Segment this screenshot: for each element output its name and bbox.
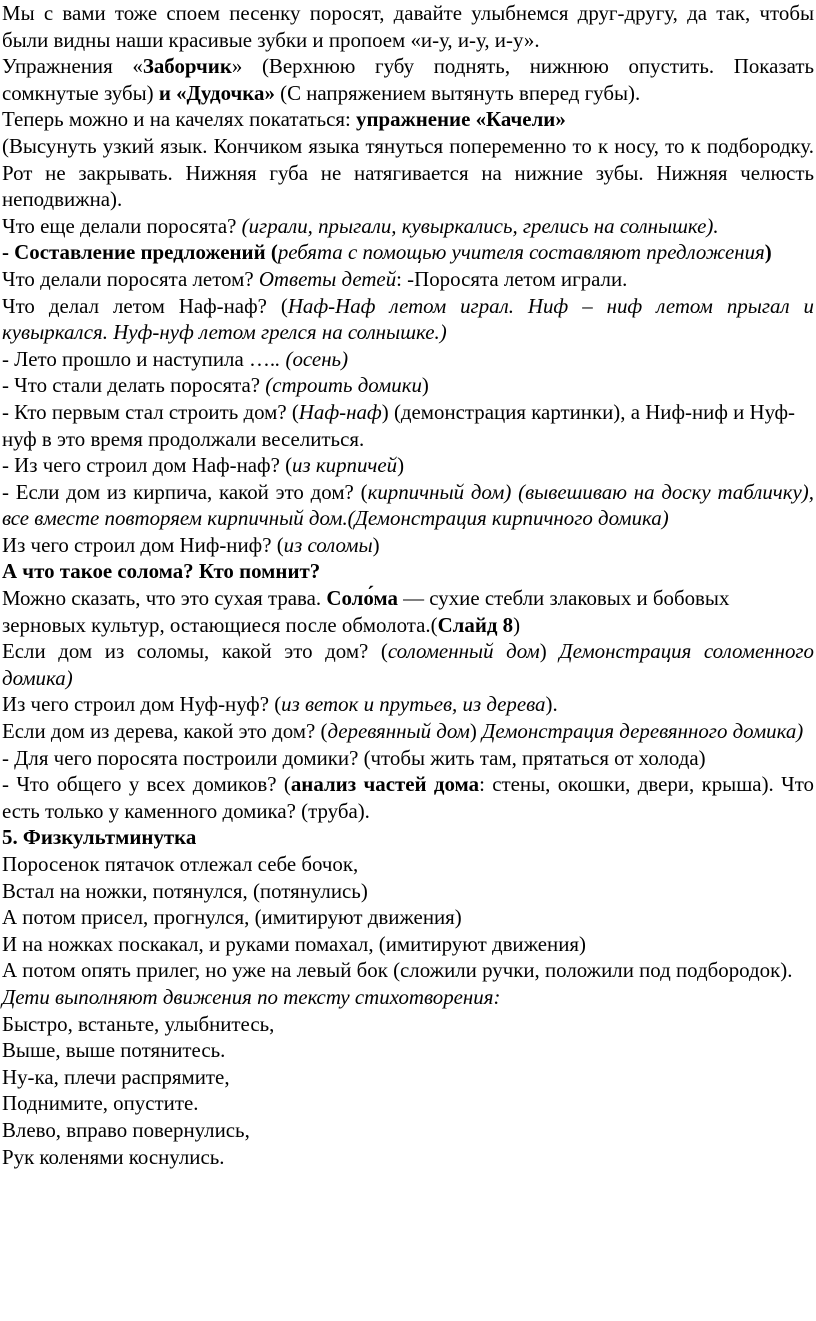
slide-reference: Слайд 8 [437, 612, 514, 637]
poem-line: А потом присел, прогнулся, (имитируют движения) [2, 905, 462, 930]
paragraph-exercise-zaborchik: Упражнения «Заборчик» (Верхнюю губу поднять, нижнюю опустить. Показать сомкнутые зубы) и «Дудочка» (С напряжением вытянуть вперед губы). [2, 54, 815, 105]
paragraph-nuf-nuf-material: Из чего строил дом Нуф-нуф? (из веток и прутьев, из дерева). [2, 692, 558, 717]
paragraph-naf-naf-material: - Из чего строил дом Наф-наф? (из кирпичей) [2, 453, 405, 478]
paragraph-sentence-composition: - Составление предложений (ребята с помощью учителя составляют предложения) [2, 240, 772, 265]
poem-line: Поднимите, опустите. [2, 1091, 199, 1116]
paragraph-house-parts: - Что общего у всех домиков? (анализ частей дома: стены, окошки, двери, крыша). Что есть только у каменного домика? (труба). [2, 772, 814, 823]
exercise-name-kacheli: упражнение «Качели» [356, 107, 566, 132]
poem-line: Выше, выше потянитесь. [2, 1038, 226, 1063]
poem-line: Рук коленями коснулись. [2, 1144, 225, 1169]
paragraph-swing-instructions: (Высунуть узкий язык. Кончиком языка тянуться попеременно то к носу, то к подбородку. Рот не закрывать. Нижняя губа не натягивается на нижние зубы. Нижняя челюсть неподвижна). [2, 133, 814, 212]
answer-italic: (играли, прыгали, кувыркались, грелись на солнышке). [241, 213, 719, 238]
paragraph-question-what-else: Что еще делали поросята? (играли, прыгали, кувыркались, грелись на солнышке). [2, 213, 719, 238]
poem-line: Встал на ножки, потянулся, (потянулись) [2, 878, 368, 903]
poem-line: Влево, вправо повернулись, [2, 1117, 250, 1142]
paragraph-straw-definition: Можно сказать, что это сухая трава. Соло́ма — сухие стебли злаковых и бобовых зерновых культур, остающиеся после обмолота.(Слайд 8) [2, 586, 730, 637]
exercise-name-dudochka: и «Дудочка» [158, 80, 275, 105]
poem-line: А потом опять прилег, но уже на левый бок (сложили ручки, положили под подбородок). [2, 958, 793, 983]
paragraph-wooden-house: Если дом из дерева, какой это дом? (деревянный дом) Демонстрация деревянного домика) [2, 719, 804, 744]
paragraph-why-houses: - Для чего поросята построили домики? (чтобы жить там, прятаться от холода) [2, 745, 706, 770]
poem-line: Ну-ка, плечи распрямите, [2, 1064, 230, 1089]
paragraph-first-builder: - Кто первым стал строить дом? (Наф-наф) (демонстрация картинки), а Ниф-ниф и Нуф-нуф в это время продолжали веселиться. [2, 399, 795, 451]
poem-line: И на ножках поскакал, и руками помахал, (имитируют движения) [2, 931, 586, 956]
section-heading-physical-break: 5. Физкультминутка [2, 825, 197, 850]
paragraph-summer-passed: - Лето прошло и наступила ….. (осень) [2, 346, 349, 371]
paragraph-nif-nif-material: Из чего строил дом Ниф-ниф? (из соломы) [2, 532, 380, 557]
exercise-name-zaborchik: Заборчик [142, 54, 232, 79]
paragraph-summer-question: Что делали поросята летом? Ответы детей: -Поросята летом играли. [2, 266, 628, 291]
paragraph-naf-naf-summer: Что делал летом Наф-наф? (Наф-Наф летом играл. Ниф – ниф летом прыгал и кувыркался. Нуф-нуф летом грелся на солнышке.) [2, 293, 814, 345]
paragraph-piglets-build: - Что стали делать поросята? (строить домики) [2, 373, 429, 398]
paragraph-straw-question: А что такое солома? Кто помнит? [2, 559, 321, 584]
paragraph-song-intro: Мы с вами тоже споем песенку поросят, давайте улыбнемся друг-другу, да так, чтобы были видны наши красивые зубки и пропоем «и-у, и-у, и-у». [2, 1, 814, 52]
paragraph-swing-intro: Теперь можно и на качелях покататься: упражнение «Качели» [2, 107, 566, 132]
instruction-italic: Дети выполняют движения по тексту стихотворения: [2, 984, 501, 1009]
poem-line: Поросенок пятачок отлежал себе бочок, [2, 852, 359, 876]
poem-line: Быстро, встаньте, улыбнитесь, [2, 1011, 275, 1036]
paragraph-brick-house: - Если дом из кирпича, какой это дом? (кирпичный дом) (вывешиваю на доску табличку), все вместе повторяем кирпичный дом.(Демонстрация кирпичного домика) [2, 479, 814, 531]
paragraph-straw-house: Если дом из соломы, какой это дом? (соломенный дом) Демонстрация соломенного домика) [2, 639, 814, 690]
